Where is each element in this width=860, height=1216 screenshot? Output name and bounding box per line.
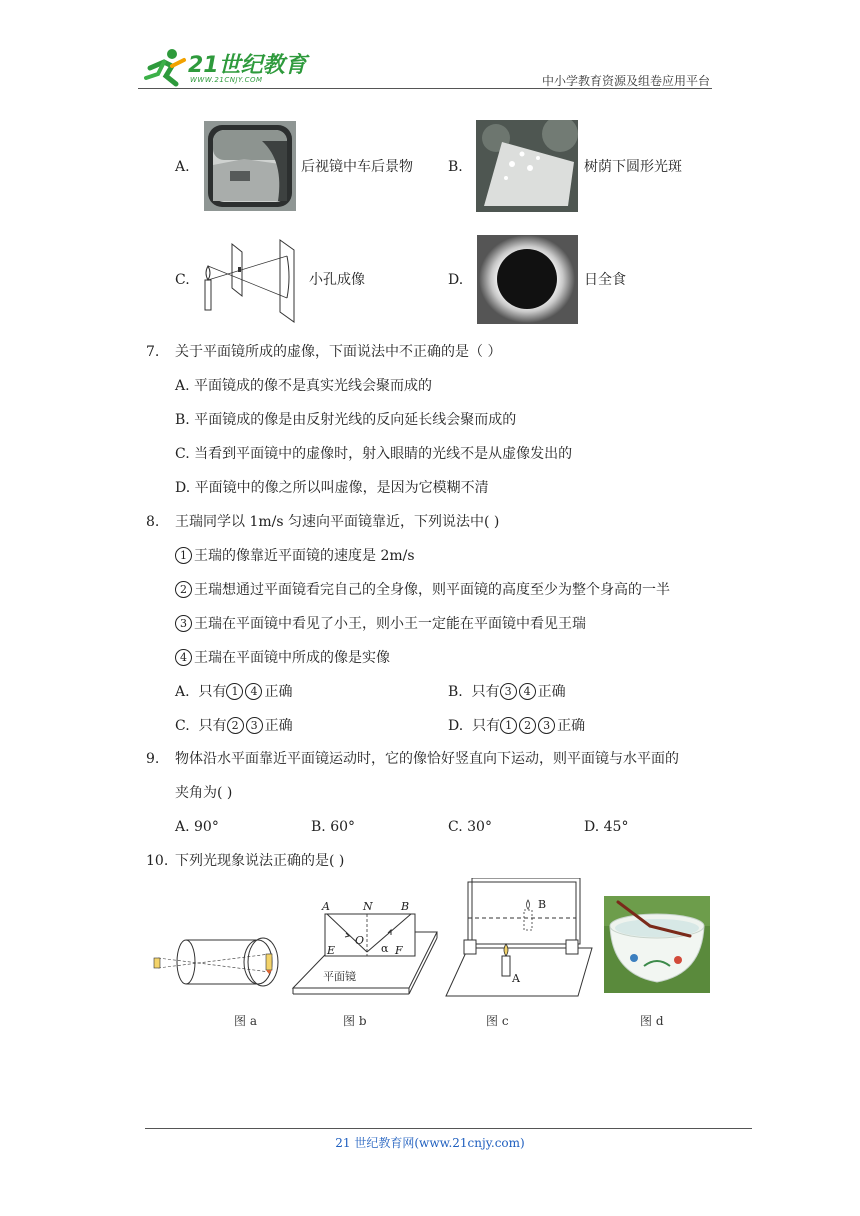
circled-number: 1 [226,683,243,700]
q7-number: 7. [146,344,160,360]
q7-option-c-letter: C. [175,446,190,462]
q7-option-a-text: 平面镜成的像不是真实光线会聚而成的 [194,378,433,394]
circled-number: 1 [500,717,517,734]
circled-number: 2 [227,717,244,734]
solar-eclipse-image [477,235,578,324]
figure-d-bowl-refraction-image [604,896,710,993]
circled-number: 1 [175,547,192,564]
q7-option-a-letter: A. [175,378,190,394]
label-n: N [363,900,373,913]
figure-c-mirror-experiment [444,878,594,998]
q9-option-text: 45° [603,819,629,835]
label-a: A [322,900,330,913]
circled-number: 4 [175,649,192,666]
circled-number: 2 [175,581,192,598]
footer-website-link[interactable]: 21 世纪教育网(www.21cnjy.com) [335,1136,525,1150]
q8-statement-text: 王瑞的像靠近平面镜的速度是 2m/s [194,548,415,564]
q8-stem: 王瑞同学以 1m/s 匀速向平面镜靠近，下列说法中( ) [175,514,500,530]
q8-statement-text: 王瑞在平面镜中所成的像是实像 [194,650,390,666]
circled-number: 4 [245,683,262,700]
q8-statement-text: 王瑞在平面镜中看见了小王，则小王一定能在平面镜中看见王瑞 [194,616,586,632]
q8-option-pre: 只有 [198,718,227,734]
logo-url: WWW.21CNJY.COM [190,76,263,84]
q7-stem: 关于平面镜所成的虚像，下面说法中不正确的是（ ） [175,344,502,360]
q8-option-letter: C. [175,718,190,734]
rearview-mirror-image [204,121,296,211]
q8-option-post: 正确 [557,718,586,734]
figure-b-caption: 图 b [343,1014,367,1028]
q9-option-letter: C. [448,819,463,835]
q7-option-c [175,444,572,464]
q9-option-b [311,817,355,837]
q9-option-text: 90° [194,819,219,835]
header-divider [138,88,712,89]
pinhole-imaging-diagram [196,236,306,326]
q7-option-b-letter: B. [175,412,190,428]
q8-statement-2 [175,580,670,600]
q8-option-post: 正确 [537,684,566,700]
q9-option-d [584,817,628,837]
label-b: B [401,900,410,913]
q8-option-d [448,716,585,736]
logo-runner-icon [142,48,188,88]
q8-option-a [175,682,292,702]
q9-option-text: 60° [330,819,356,835]
q7-option-c-text: 当看到平面镜中的虚像时，射入眼睛的光线不是从虚像发出的 [194,446,573,462]
label-alpha: α [381,942,389,955]
q9-option-text: 30° [467,819,492,835]
q7-option-d [175,478,489,498]
q6-option-d-caption: 日全食 [584,272,626,288]
logo-text: 21世纪教育 [188,53,307,78]
figure-c-caption: 图 c [486,1014,509,1028]
figure-b-reflection-diagram [291,900,441,996]
q9-stem-line1: 物体沿水平面靠近平面镜运动时，它的像恰好竖直向下运动，则平面镜与水平面的 [175,751,679,767]
label-f: F [395,944,403,957]
circled-number: 3 [175,615,192,632]
label-e: E [327,944,336,957]
q7-option-b-text: 平面镜成的像是由反射光线的反向延长线会聚而成的 [194,412,517,428]
q8-option-pre: 只有 [472,718,501,734]
header-platform-text: 中小学教育资源及组卷应用平台 [541,74,710,88]
tree-shade-light-spots-image [476,120,578,212]
label-candle-b: B [538,898,547,911]
q8-option-pre: 只有 [471,684,500,700]
figure-d-caption: 图 d [640,1014,664,1028]
header [138,44,712,88]
q7-option-b [175,410,516,430]
q9-number: 9. [146,751,160,767]
q6-option-b-letter: B. [448,159,463,175]
q8-option-post: 正确 [264,684,293,700]
q8-option-letter: D. [448,718,464,734]
circled-number: 3 [246,717,263,734]
circled-number: 2 [519,717,536,734]
q8-option-pre: 只有 [198,684,227,700]
q8-statement-text: 王瑞想通过平面镜看完自己的全身像，则平面镜的高度至少为整个身高的一半 [194,582,670,598]
q9-option-letter: B. [311,819,326,835]
q7-option-a [175,376,432,396]
q9-stem-line2: 夹角为( ) [175,785,233,801]
q9-option-a [175,817,219,837]
q6-option-a-caption: 后视镜中车后景物 [301,159,413,175]
q6-option-c-caption: 小孔成像 [309,272,365,288]
q8-option-letter: A. [175,684,190,700]
label-mirror: 平面镜 [323,970,356,983]
q9-option-c [448,817,492,837]
q10-number: 10. [146,853,169,869]
q8-option-letter: B. [448,684,463,700]
footer-divider [145,1128,752,1129]
q8-option-c [175,716,293,736]
q6-option-c-letter: C. [175,272,190,288]
q8-option-b [448,682,566,702]
q8-option-post: 正确 [264,718,293,734]
label-candle-a: A [512,972,520,985]
q9-option-letter: D. [584,819,600,835]
circled-number: 3 [500,683,517,700]
q8-statement-1 [175,546,415,566]
figure-a-pinhole-camera [150,926,290,996]
q9-option-letter: A. [175,819,190,835]
q8-number: 8. [146,514,160,530]
q8-statement-4 [175,648,390,668]
q6-option-a-letter: A. [175,159,190,175]
q8-statement-3 [175,614,586,634]
q7-option-d-text: 平面镜中的像之所以叫虚像，是因为它模糊不清 [194,480,489,496]
figure-a-caption: 图 a [234,1014,257,1028]
q10-stem: 下列光现象说法正确的是( ) [175,853,345,869]
q6-option-b-caption: 树荫下圆形光斑 [584,159,682,175]
circled-number: 4 [519,683,536,700]
q7-option-d-letter: D. [175,480,191,496]
label-o: O [355,934,365,947]
circled-number: 3 [538,717,555,734]
q6-option-d-letter: D. [448,272,464,288]
